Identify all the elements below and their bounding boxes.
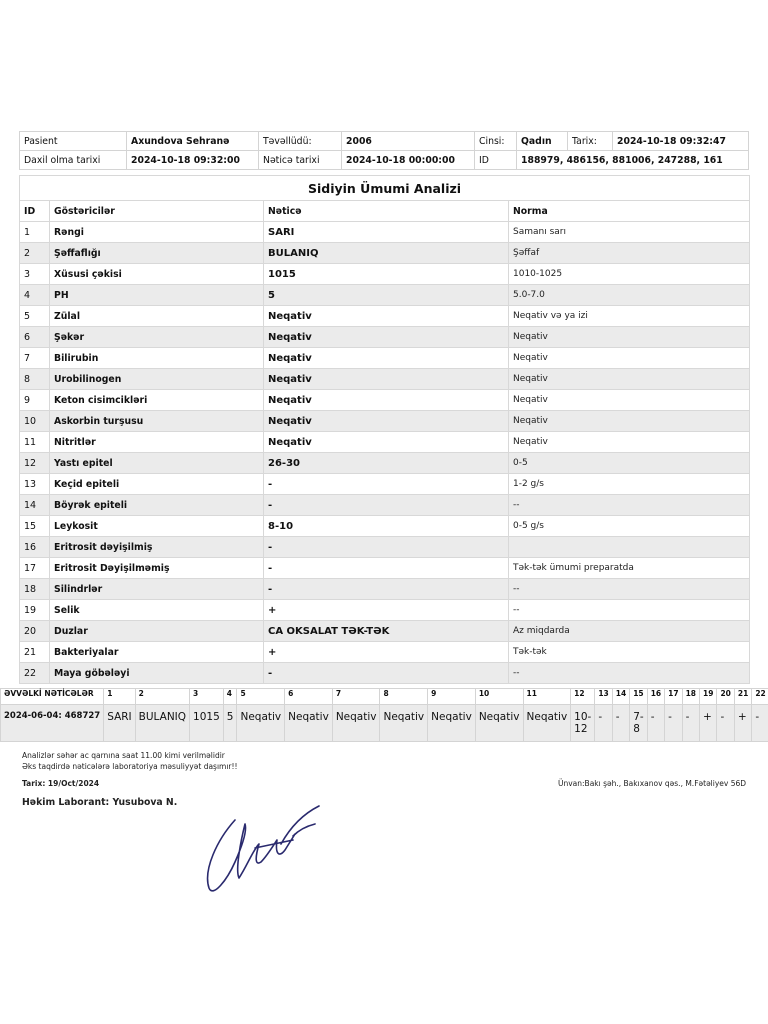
norm-value: 1-2 g/s [509, 474, 750, 495]
result-row [20, 369, 750, 390]
row-id: 14 [20, 495, 50, 516]
result-value: Neqativ [264, 432, 509, 453]
previous-col-header: 18 [682, 689, 699, 705]
result-value: Neqativ [264, 390, 509, 411]
row-id: 13 [20, 474, 50, 495]
admit-label: Daxil olma tarixi [20, 151, 127, 170]
row-id: 3 [20, 264, 50, 285]
indicator-name: Urobilinogen [50, 369, 264, 390]
previous-col-header: 6 [285, 689, 333, 705]
indicator-name: Leykosit [50, 516, 264, 537]
indicator-name: Maya göbələyi [50, 663, 264, 684]
patient-label: Pasient [20, 132, 127, 151]
previous-value: - [665, 705, 682, 742]
norm-value: Neqativ [509, 390, 750, 411]
row-id: 21 [20, 642, 50, 663]
previous-col-header: 12 [571, 689, 595, 705]
indicator-name: PH [50, 285, 264, 306]
previous-col-header: 4 [223, 689, 237, 705]
indicator-name: Böyrək epiteli [50, 495, 264, 516]
result-value: BULANIQ [264, 243, 509, 264]
results-table [19, 175, 750, 684]
norm-value: -- [509, 495, 750, 516]
previous-col-header: 22 [752, 689, 768, 705]
row-id: 17 [20, 558, 50, 579]
previous-value: - [717, 705, 734, 742]
previous-col-header: 14 [612, 689, 629, 705]
norm-value: 0-5 g/s [509, 516, 750, 537]
norm-value: -- [509, 600, 750, 621]
result-value: Neqativ [264, 327, 509, 348]
date-label: Tarix: [568, 132, 613, 151]
result-value: Neqativ [264, 411, 509, 432]
previous-col-header: 2 [135, 689, 189, 705]
col-indicators-header: Göstəricilər [50, 201, 264, 222]
norm-value: -- [509, 579, 750, 600]
row-id: 19 [20, 600, 50, 621]
row-id: 15 [20, 516, 50, 537]
norm-value: Neqativ [509, 411, 750, 432]
result-value: CA OKSALAT TƏK-TƏK [264, 621, 509, 642]
result-row [20, 621, 750, 642]
indicator-name: Xüsusi çəkisi [50, 264, 264, 285]
gender-value: Qadın [517, 132, 568, 151]
birth-year: 2006 [342, 132, 475, 151]
norm-value: 1010-1025 [509, 264, 750, 285]
norm-value: 5.0-7.0 [509, 285, 750, 306]
row-id: 4 [20, 285, 50, 306]
result-row [20, 264, 750, 285]
previous-value: - [595, 705, 612, 742]
result-row [20, 600, 750, 621]
analysis-title: Sidiyin Ümumi Analizi [20, 176, 750, 201]
result-row [20, 327, 750, 348]
norm-value: Az miqdarda [509, 621, 750, 642]
row-id: 10 [20, 411, 50, 432]
result-value: SARI [264, 222, 509, 243]
result-value: - [264, 558, 509, 579]
previous-col-header: 20 [717, 689, 734, 705]
result-date-value: 2024-10-18 00:00:00 [342, 151, 475, 170]
indicator-name: Silindrlər [50, 579, 264, 600]
result-value: 1015 [264, 264, 509, 285]
previous-value: - [682, 705, 699, 742]
indicator-name: Şəffaflığı [50, 243, 264, 264]
id-label: ID [475, 151, 517, 170]
row-id: 20 [20, 621, 50, 642]
row-id: 2 [20, 243, 50, 264]
indicator-name: Yastı epitel [50, 453, 264, 474]
indicator-name: Rəngi [50, 222, 264, 243]
row-id: 9 [20, 390, 50, 411]
result-date-label: Nəticə tarixi [259, 151, 342, 170]
previous-date: 2024-06-04: 468727 [1, 705, 104, 742]
id-value: 188979, 486156, 881006, 247288, 161 [517, 151, 749, 170]
row-id: 6 [20, 327, 50, 348]
previous-value: Neqativ [237, 705, 285, 742]
result-row [20, 411, 750, 432]
result-value: - [264, 495, 509, 516]
previous-col-header: 17 [665, 689, 682, 705]
previous-value: 10-12 [571, 705, 595, 742]
result-value: Neqativ [264, 369, 509, 390]
patient-info-table [19, 131, 749, 170]
row-id: 5 [20, 306, 50, 327]
result-row [20, 390, 750, 411]
report-date: Tarix: 19/Oct/2024 [22, 779, 100, 788]
previous-results-table [0, 688, 768, 742]
result-row [20, 558, 750, 579]
previous-col-header: 19 [700, 689, 717, 705]
indicator-name: Nitritlər [50, 432, 264, 453]
row-id: 1 [20, 222, 50, 243]
result-value: Neqativ [264, 348, 509, 369]
result-row [20, 642, 750, 663]
norm-value: Samanı sarı [509, 222, 750, 243]
col-result-header: Nəticə [264, 201, 509, 222]
norm-value: Neqativ [509, 327, 750, 348]
previous-value: Neqativ [332, 705, 380, 742]
responsibility-note: Əks taqdirdə nəticələrə laboratoriya məsuliyyət daşımır!! [22, 762, 238, 771]
previous-value: - [612, 705, 629, 742]
result-row [20, 537, 750, 558]
previous-results-label: ƏVVƏLKİ NƏTİCƏLƏR [1, 689, 104, 705]
norm-value: Neqativ [509, 369, 750, 390]
row-id: 16 [20, 537, 50, 558]
previous-value: BULANIQ [135, 705, 189, 742]
indicator-name: Eritrosit Dəyişilməmiş [50, 558, 264, 579]
result-row [20, 516, 750, 537]
result-value: + [264, 600, 509, 621]
indicator-name: Bilirubin [50, 348, 264, 369]
result-row [20, 474, 750, 495]
previous-col-header: 16 [647, 689, 664, 705]
previous-value: Neqativ [523, 705, 571, 742]
result-value: - [264, 474, 509, 495]
indicator-name: Askorbin turşusu [50, 411, 264, 432]
admit-value: 2024-10-18 09:32:00 [127, 151, 259, 170]
birth-label: Təvəllüdü: [259, 132, 342, 151]
fasting-note: Analizlər səhər ac qarnına saat 11.00 kimi verilməlidir [22, 751, 225, 760]
result-value: - [264, 537, 509, 558]
previous-value: Neqativ [475, 705, 523, 742]
previous-col-header: 1 [104, 689, 135, 705]
indicator-name: Keçid epiteli [50, 474, 264, 495]
previous-col-header: 5 [237, 689, 285, 705]
norm-value: Neqativ [509, 348, 750, 369]
previous-value: - [647, 705, 664, 742]
previous-value: - [752, 705, 768, 742]
norm-value [509, 537, 750, 558]
result-value: Neqativ [264, 306, 509, 327]
result-row [20, 495, 750, 516]
result-row [20, 222, 750, 243]
norm-value: Şəffaf [509, 243, 750, 264]
signature-image [195, 800, 335, 905]
patient-name: Axundova Sehranə [127, 132, 259, 151]
date-value: 2024-10-18 09:32:47 [613, 132, 749, 151]
previous-col-header: 10 [475, 689, 523, 705]
previous-value: 5 [223, 705, 237, 742]
norm-value: -- [509, 663, 750, 684]
previous-col-header: 13 [595, 689, 612, 705]
previous-value: Neqativ [380, 705, 428, 742]
previous-value: SARI [104, 705, 135, 742]
previous-col-header: 21 [734, 689, 751, 705]
result-row [20, 306, 750, 327]
previous-col-header: 15 [630, 689, 647, 705]
result-row [20, 579, 750, 600]
row-id: 11 [20, 432, 50, 453]
norm-value: Neqativ [509, 432, 750, 453]
result-value: 26-30 [264, 453, 509, 474]
result-row [20, 285, 750, 306]
indicator-name: Selik [50, 600, 264, 621]
indicator-name: Keton cisimcikləri [50, 390, 264, 411]
col-norm-header: Norma [509, 201, 750, 222]
norm-value: 0-5 [509, 453, 750, 474]
result-row [20, 432, 750, 453]
result-value: - [264, 579, 509, 600]
previous-col-header: 11 [523, 689, 571, 705]
indicator-name: Şəkər [50, 327, 264, 348]
result-value: - [264, 663, 509, 684]
previous-col-header: 8 [380, 689, 428, 705]
row-id: 7 [20, 348, 50, 369]
result-row [20, 453, 750, 474]
previous-value: Neqativ [285, 705, 333, 742]
previous-value: 7-8 [630, 705, 647, 742]
address: Ünvan:Bakı şəh., Bakıxanov qəs., M.Fətəliyev 56D [558, 779, 747, 788]
row-id: 12 [20, 453, 50, 474]
indicator-name: Bakteriyalar [50, 642, 264, 663]
norm-value: Neqativ və ya izi [509, 306, 750, 327]
result-value: + [264, 642, 509, 663]
result-row [20, 243, 750, 264]
previous-col-header: 9 [428, 689, 476, 705]
row-id: 22 [20, 663, 50, 684]
indicator-name: Eritrosit dəyişilmiş [50, 537, 264, 558]
result-row [20, 348, 750, 369]
col-id-header: ID [20, 201, 50, 222]
previous-value: + [700, 705, 717, 742]
indicator-name: Duzlar [50, 621, 264, 642]
previous-col-header: 7 [332, 689, 380, 705]
previous-value: + [734, 705, 751, 742]
row-id: 18 [20, 579, 50, 600]
previous-value: Neqativ [428, 705, 476, 742]
result-row [20, 663, 750, 684]
gender-label: Cinsi: [475, 132, 517, 151]
result-value: 5 [264, 285, 509, 306]
norm-value: Tək-tək [509, 642, 750, 663]
row-id: 8 [20, 369, 50, 390]
previous-value: 1015 [190, 705, 224, 742]
norm-value: Tək-tək ümumi preparatda [509, 558, 750, 579]
result-value: 8-10 [264, 516, 509, 537]
previous-col-header: 3 [190, 689, 224, 705]
indicator-name: Zülal [50, 306, 264, 327]
doctor-name: Həkim Laborant: Yusubova N. [22, 797, 178, 808]
